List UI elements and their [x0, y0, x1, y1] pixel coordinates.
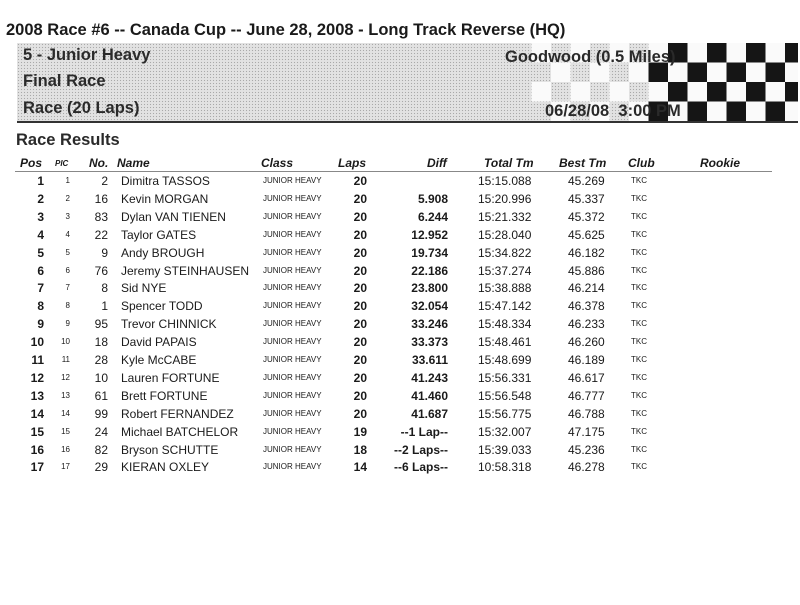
- driver-name-cell: Michael BATCHELOR: [121, 424, 239, 439]
- total-time-cell: 15:32.007: [478, 424, 532, 439]
- class-name: 5 - Junior Heavy: [23, 46, 151, 64]
- total-time-cell: 15:56.775: [478, 406, 532, 421]
- driver-name-cell: Robert FERNANDEZ: [121, 406, 234, 421]
- table-row: [0, 172, 800, 190]
- difference-cell: 22.186: [411, 263, 448, 278]
- col-header-diff: Diff: [427, 156, 447, 170]
- difference-cell: --6 Laps--: [394, 460, 448, 475]
- kart-number-cell: 83: [94, 209, 108, 224]
- total-time-cell: 15:21.332: [478, 209, 532, 224]
- class-cell: JUNIOR HEAVY: [263, 193, 322, 203]
- club-cell: TKC: [631, 462, 647, 472]
- class-cell: JUNIOR HEAVY: [263, 211, 322, 221]
- driver-name-cell: Taylor GATES: [121, 227, 197, 242]
- best-time-cell: 46.617: [568, 370, 605, 385]
- table-row: [0, 297, 800, 315]
- driver-name-cell: Sid NYE: [121, 281, 167, 296]
- total-time-cell: 15:28.040: [478, 227, 532, 242]
- total-time-cell: 15:48.699: [478, 353, 532, 367]
- class-cell: JUNIOR HEAVY: [263, 390, 322, 400]
- difference-cell: 19.734: [411, 245, 448, 260]
- laps-cell: 20: [353, 281, 367, 296]
- laps-cell: 18: [353, 442, 367, 457]
- club-cell: TKC: [631, 372, 647, 382]
- table-row: [0, 351, 800, 369]
- driver-name-cell: Jeremy STEINHAUSEN: [121, 263, 250, 278]
- best-time-cell: 45.372: [568, 209, 605, 224]
- table-row: [0, 423, 800, 441]
- class-cell: JUNIOR HEAVY: [263, 355, 322, 364]
- kart-number-cell: 99: [94, 406, 108, 421]
- pic-cell: 7: [65, 283, 70, 293]
- pic-cell: 11: [61, 355, 70, 364]
- pic-cell: 1: [65, 176, 70, 185]
- class-cell: JUNIOR HEAVY: [263, 265, 322, 275]
- kart-number-cell: 9: [101, 245, 108, 260]
- kart-number-cell: 22: [94, 227, 108, 242]
- total-time-cell: 15:15.088: [478, 174, 532, 188]
- class-cell: JUNIOR HEAVY: [263, 408, 322, 418]
- difference-cell: 41.460: [411, 388, 448, 403]
- total-time-cell: 15:38.888: [478, 281, 532, 296]
- kart-number-cell: 1: [101, 299, 108, 314]
- difference-cell: 32.054: [411, 299, 448, 314]
- col-header-pic: PIC: [55, 159, 69, 168]
- total-time-cell: 15:34.822: [478, 245, 532, 260]
- driver-name-cell: Kyle McCABE: [121, 353, 197, 367]
- best-time-cell: 46.182: [568, 245, 605, 260]
- club-cell: TKC: [631, 319, 647, 329]
- class-cell: JUNIOR HEAVY: [263, 176, 322, 185]
- best-time-cell: 46.260: [568, 335, 605, 350]
- laps-cell: 20: [353, 335, 367, 350]
- pic-cell: 3: [65, 211, 70, 221]
- laps-cell: 20: [353, 370, 367, 385]
- best-time-cell: 45.236: [568, 442, 605, 457]
- difference-cell: 5.908: [417, 191, 448, 206]
- best-time-cell: 46.189: [568, 353, 605, 367]
- total-time-cell: 15:56.331: [478, 370, 532, 385]
- col-header-no: No.: [89, 156, 109, 170]
- kart-number-cell: 29: [94, 460, 108, 475]
- best-time-cell: 45.269: [568, 174, 605, 188]
- club-cell: TKC: [631, 176, 647, 185]
- position-cell: 4: [37, 227, 44, 242]
- club-cell: TKC: [631, 426, 647, 436]
- col-header-laps: Laps: [338, 156, 367, 170]
- pic-cell: 4: [65, 229, 70, 239]
- position-cell: 15: [30, 424, 44, 439]
- pic-cell: 2: [65, 193, 70, 203]
- driver-name-cell: KIERAN OXLEY: [121, 460, 210, 475]
- table-row: [0, 333, 800, 351]
- pic-cell: 15: [61, 426, 70, 436]
- col-header-total-time: Total Tm: [484, 156, 534, 170]
- position-cell: 16: [30, 442, 44, 457]
- pic-cell: 17: [61, 462, 70, 472]
- col-header-class: Class: [261, 156, 294, 170]
- position-cell: 7: [37, 281, 44, 296]
- race-type: Final Race: [23, 72, 106, 90]
- difference-cell: 41.243: [411, 370, 448, 385]
- laps-cell: 14: [353, 460, 367, 475]
- kart-number-cell: 28: [94, 353, 108, 367]
- pic-cell: 9: [65, 319, 70, 329]
- position-cell: 10: [30, 335, 44, 350]
- pic-cell: 12: [61, 372, 70, 382]
- best-time-cell: 46.214: [568, 281, 605, 296]
- kart-number-cell: 2: [101, 174, 108, 188]
- total-time-cell: 15:56.548: [478, 388, 532, 403]
- laps-cell: 20: [353, 299, 367, 314]
- total-time-cell: 15:20.996: [478, 191, 532, 206]
- position-cell: 8: [37, 299, 44, 314]
- class-cell: JUNIOR HEAVY: [263, 283, 322, 293]
- pic-cell: 16: [61, 444, 70, 454]
- best-time-cell: 45.886: [568, 263, 605, 278]
- table-row: [0, 226, 800, 244]
- difference-cell: 33.611: [411, 353, 448, 367]
- kart-number-cell: 61: [94, 388, 108, 403]
- kart-number-cell: 95: [94, 317, 108, 332]
- laps-cell: 20: [353, 174, 367, 188]
- difference-cell: 12.952: [411, 227, 448, 242]
- driver-name-cell: Andy BROUGH: [121, 245, 205, 260]
- laps-cell: 20: [353, 209, 367, 224]
- kart-number-cell: 76: [94, 263, 108, 278]
- club-cell: TKC: [631, 283, 647, 293]
- difference-cell: --2 Laps--: [394, 442, 448, 457]
- table-row: [0, 190, 800, 208]
- difference-cell: 23.800: [411, 281, 448, 296]
- race-date-time: 06/28/08 3:00 PM: [545, 102, 681, 120]
- total-time-cell: 15:39.033: [478, 442, 532, 457]
- section-title: Race Results: [16, 131, 120, 149]
- table-row: [0, 405, 800, 423]
- position-cell: 17: [30, 460, 44, 475]
- class-cell: JUNIOR HEAVY: [263, 319, 322, 329]
- best-time-cell: 46.378: [568, 299, 605, 314]
- total-time-cell: 15:48.461: [478, 335, 532, 350]
- difference-cell: 41.687: [411, 406, 448, 421]
- total-time-cell: 15:48.334: [478, 317, 532, 332]
- table-row: [0, 441, 800, 459]
- club-cell: TKC: [631, 408, 647, 418]
- race-banner: [17, 43, 798, 123]
- driver-name-cell: Trevor CHINNICK: [121, 317, 217, 332]
- club-cell: TKC: [631, 390, 647, 400]
- table-row: [0, 315, 800, 333]
- total-time-cell: 10:58.318: [478, 460, 532, 475]
- driver-name-cell: Spencer TODD: [121, 299, 203, 314]
- pic-cell: 5: [65, 247, 70, 257]
- position-cell: 6: [37, 263, 44, 278]
- laps-cell: 20: [353, 263, 367, 278]
- laps-cell: 20: [353, 353, 367, 367]
- kart-number-cell: 8: [101, 281, 108, 296]
- col-header-rookie: Rookie: [700, 156, 741, 170]
- table-row: [0, 369, 800, 387]
- table-row: [0, 387, 800, 405]
- laps-cell: 19: [353, 424, 367, 439]
- position-cell: 2: [37, 191, 44, 206]
- laps-cell: 20: [353, 388, 367, 403]
- club-cell: TKC: [631, 211, 647, 221]
- col-header-pos: Pos: [20, 156, 43, 170]
- race-length: Race (20 Laps): [23, 99, 140, 117]
- table-row: [0, 262, 800, 280]
- club-cell: TKC: [631, 229, 647, 239]
- difference-cell: 33.246: [411, 317, 448, 332]
- difference-cell: --1 Lap--: [400, 424, 448, 439]
- best-time-cell: 47.175: [568, 424, 605, 439]
- class-cell: JUNIOR HEAVY: [263, 229, 322, 239]
- total-time-cell: 15:37.274: [478, 263, 532, 278]
- position-cell: 12: [30, 370, 44, 385]
- difference-cell: 6.244: [417, 209, 448, 224]
- best-time-cell: 45.625: [568, 227, 605, 242]
- position-cell: 9: [37, 317, 44, 332]
- class-cell: JUNIOR HEAVY: [263, 426, 322, 436]
- club-cell: TKC: [631, 444, 647, 454]
- best-time-cell: 46.278: [568, 460, 605, 475]
- class-cell: JUNIOR HEAVY: [263, 462, 322, 472]
- pic-cell: 6: [65, 265, 70, 275]
- table-row: [0, 244, 800, 262]
- driver-name-cell: David PAPAIS: [121, 335, 197, 350]
- page-title: 2008 Race #6 -- Canada Cup -- June 28, 2008 - Long Track Reverse (HQ): [6, 21, 566, 39]
- best-time-cell: 45.337: [568, 191, 605, 206]
- pic-cell: 13: [61, 390, 70, 400]
- difference-cell: 33.373: [411, 335, 448, 350]
- club-cell: TKC: [631, 247, 647, 257]
- table-row: [0, 208, 800, 226]
- pic-cell: 8: [65, 301, 70, 311]
- class-cell: JUNIOR HEAVY: [263, 444, 322, 454]
- table-row: [0, 458, 800, 476]
- class-cell: JUNIOR HEAVY: [263, 337, 322, 347]
- kart-number-cell: 16: [94, 191, 108, 206]
- laps-cell: 20: [353, 317, 367, 332]
- position-cell: 13: [30, 388, 44, 403]
- track-name: Goodwood (0.5 Miles): [505, 48, 676, 66]
- club-cell: TKC: [631, 265, 647, 275]
- club-cell: TKC: [631, 337, 647, 347]
- pic-cell: 14: [61, 408, 70, 418]
- kart-number-cell: 18: [94, 335, 108, 350]
- best-time-cell: 46.777: [568, 388, 605, 403]
- kart-number-cell: 10: [94, 370, 108, 385]
- driver-name-cell: Brett FORTUNE: [121, 388, 208, 403]
- club-cell: TKC: [631, 193, 647, 203]
- laps-cell: 20: [353, 191, 367, 206]
- club-cell: TKC: [631, 301, 647, 311]
- class-cell: JUNIOR HEAVY: [263, 247, 322, 257]
- class-cell: JUNIOR HEAVY: [263, 372, 322, 382]
- col-header-best-time: Best Tm: [559, 156, 607, 170]
- total-time-cell: 15:47.142: [478, 299, 532, 314]
- driver-name-cell: Lauren FORTUNE: [121, 370, 220, 385]
- driver-name-cell: Kevin MORGAN: [121, 191, 209, 206]
- class-cell: JUNIOR HEAVY: [263, 301, 322, 311]
- best-time-cell: 46.788: [568, 406, 605, 421]
- col-header-name: Name: [117, 156, 150, 170]
- position-cell: 3: [37, 209, 44, 224]
- best-time-cell: 46.233: [568, 317, 605, 332]
- pic-cell: 10: [61, 337, 70, 347]
- col-header-club: Club: [628, 156, 655, 170]
- laps-cell: 20: [353, 406, 367, 421]
- driver-name-cell: Dylan VAN TIENEN: [121, 209, 226, 224]
- position-cell: 14: [30, 406, 44, 421]
- kart-number-cell: 82: [94, 442, 108, 457]
- position-cell: 11: [31, 353, 44, 367]
- position-cell: 1: [37, 174, 44, 188]
- laps-cell: 20: [353, 245, 367, 260]
- table-row: [0, 279, 800, 297]
- position-cell: 5: [37, 245, 44, 260]
- kart-number-cell: 24: [94, 424, 108, 439]
- driver-name-cell: Dimitra TASSOS: [121, 174, 210, 188]
- laps-cell: 20: [353, 227, 367, 242]
- club-cell: TKC: [631, 355, 647, 364]
- driver-name-cell: Bryson SCHUTTE: [121, 442, 219, 457]
